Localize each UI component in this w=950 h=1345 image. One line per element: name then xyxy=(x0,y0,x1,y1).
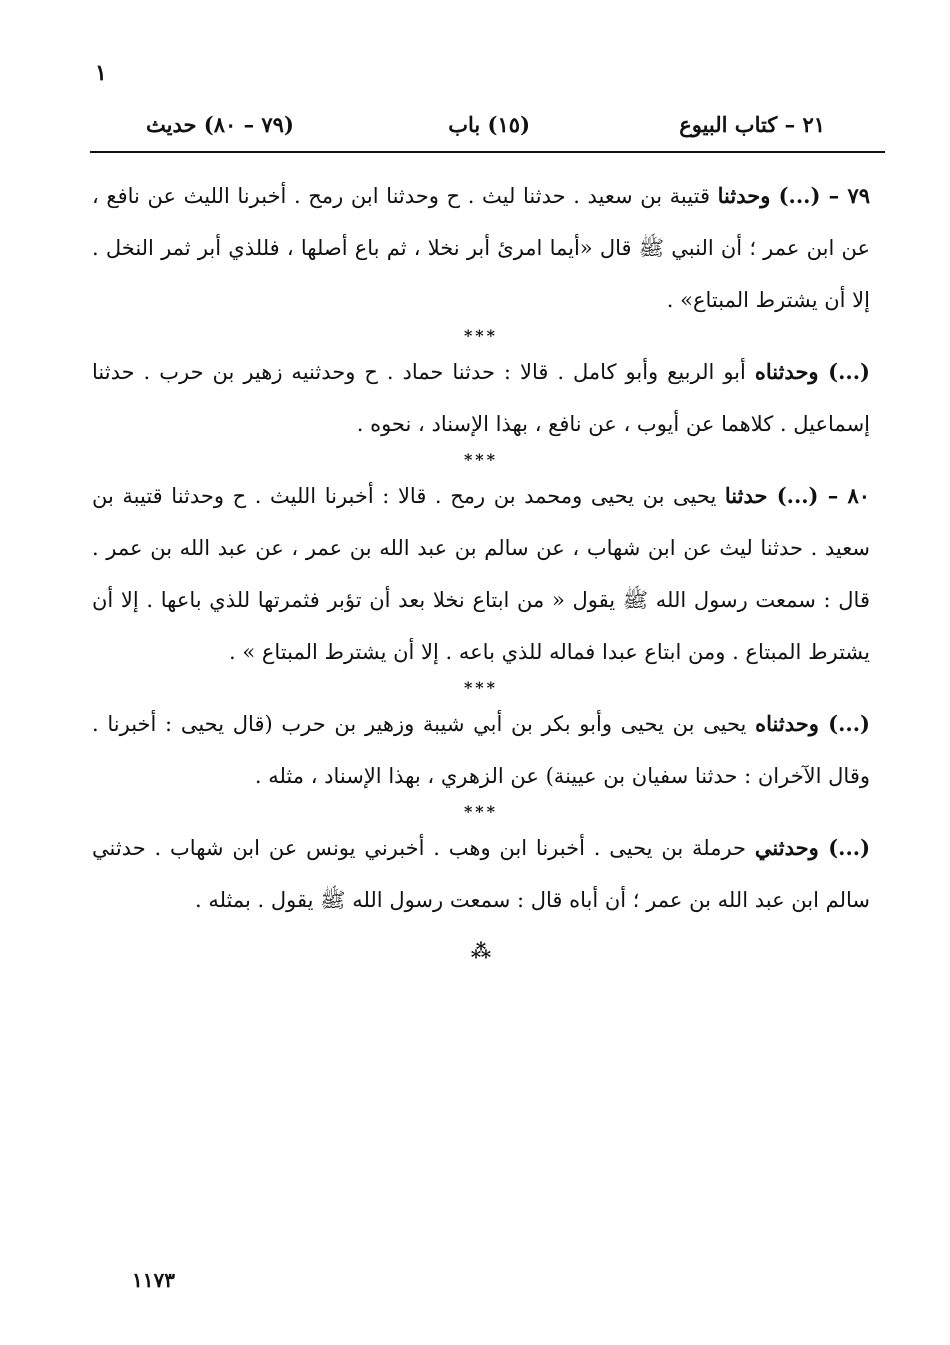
paragraph-lead: ٧٩ – (...) وحدثنا xyxy=(717,183,871,208)
hadith-paragraph-80-chain-2 xyxy=(92,822,870,926)
section-separator: *** xyxy=(463,678,499,697)
hadith-paragraph-80-chain xyxy=(92,698,870,802)
header-hadith-range: (٧٩ – ٨٠) حديث xyxy=(146,112,294,137)
paragraph-lead: (...) وحدثناه xyxy=(754,359,870,384)
hadith-paragraph-79-chain xyxy=(92,346,870,450)
hadith-paragraph-79 xyxy=(92,170,870,326)
hadith-paragraph-80 xyxy=(92,470,870,678)
section-separator: *** xyxy=(463,326,499,345)
paragraph-text: يحيى بن يحيى وأبو بكر بن أبي شيبة وزهير بن حرب (قال يحيى : أخبرنا . وقال الآخران : حدثنا سفيان بن عيينة) عن الزهري ، بهذا الإسناد ، مثله . xyxy=(92,712,870,788)
header-rule xyxy=(90,151,885,153)
paragraph-lead: (...) وحدثني xyxy=(754,835,870,860)
section-separator: *** xyxy=(463,450,499,469)
paragraph-lead: (...) وحدثناه xyxy=(755,711,870,736)
header-book-title: ٢١ – كتاب البيوع xyxy=(679,112,825,137)
paragraph-text: حرملة بن يحيى . أخبرنا ابن وهب . أخبرني يونس عن ابن شهاب . حدثني سالم ابن عبد الله بن عمر ؛ أن أباه قال : سمعت رسول الله ﷺ يقول . بمثله . xyxy=(92,836,870,912)
paragraph-text: قتيبة بن سعيد . حدثنا ليث . ح وحدثنا ابن رمح . أخبرنا الليث عن نافع ، عن ابن عمر ؛ أن النبي ﷺ قال «أيما امرئ أبر نخلا ، ثم باع أصلها ، فللذي أبر ثمر النخل . إلا أن يشترط المبتاع» . xyxy=(92,184,870,312)
main-text xyxy=(92,170,870,966)
end-of-section-mark: ⁂ xyxy=(470,939,492,963)
section-separator: *** xyxy=(463,802,499,821)
paragraph-lead: ٨٠ – (...) حدثنا xyxy=(724,483,870,508)
running-header xyxy=(90,112,885,148)
paragraph-text: أبو الربيع وأبو كامل . قالا : حدثنا حماد . ح وحدثنيه زهير بن حرب . حدثنا إسماعيل . كلاهما عن أيوب ، عن نافع ، بهذا الإسناد ، نحوه . xyxy=(92,360,870,436)
page-number: ١١٧٣ xyxy=(132,1268,175,1292)
corner-mark: ١ xyxy=(95,60,107,86)
header-chapter: (١٥) باب xyxy=(448,112,530,137)
paragraph-text: يحيى بن يحيى ومحمد بن رمح . قالا : أخبرنا الليث . ح وحدثنا قتيبة بن سعيد . حدثنا ليث عن ابن شهاب ، عن سالم بن عبد الله بن عمر ، عن عبد الله بن عمر . قال : سمعت رسول الله ﷺ يقول « من ابتاع نخلا بعد أن تؤبر فثمرتها للذي باعها . إلا أن يشترط المبتاع . ومن ابتاع عبدا فماله للذي باعه . إلا أن يشترط المبتاع » . xyxy=(92,484,870,664)
